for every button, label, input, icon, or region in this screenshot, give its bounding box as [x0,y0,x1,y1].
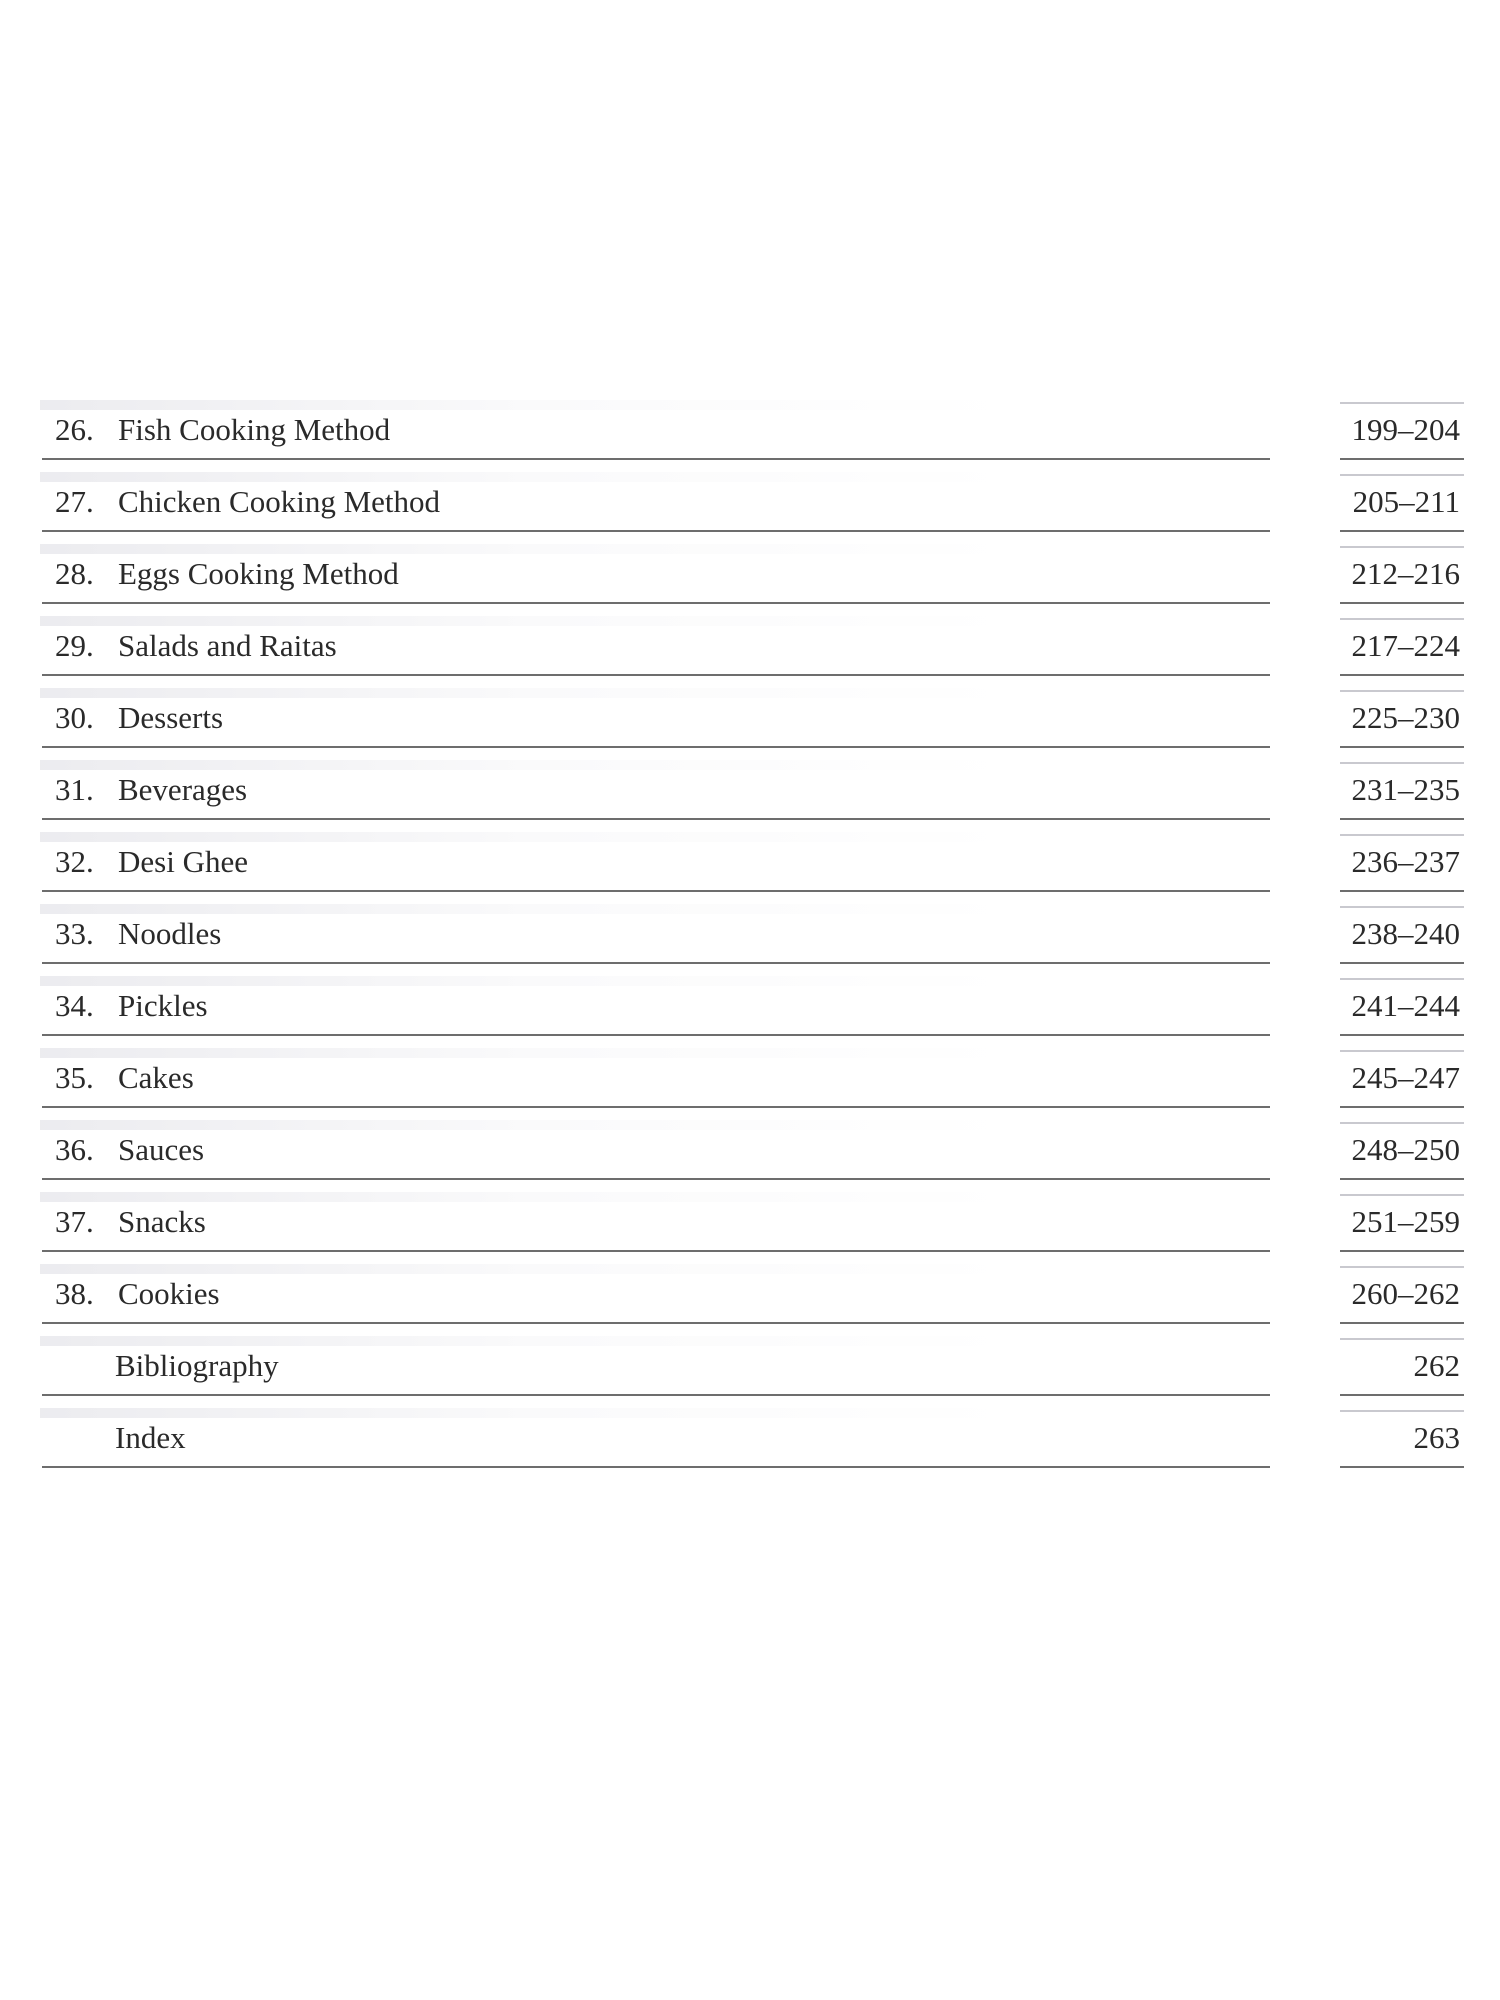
chapter-number: 38. [55,1276,94,1311]
chapter-title: Fish Cooking Method [118,412,391,447]
chapter-title: Chicken Cooking Method [118,484,441,519]
row-rule [42,962,1270,964]
chapter-title: Cookies [118,1276,220,1311]
page-rule [1340,1466,1464,1468]
toc-row-snacks [0,1192,1500,1264]
page-rule [1340,674,1464,676]
row-rule [42,818,1270,820]
page-rule [1340,530,1464,532]
row-rule [42,1106,1270,1108]
chapter-number: 29. [55,628,94,663]
chapter-number: 28. [55,556,94,591]
page-number: 262 [1413,1348,1460,1383]
chapter-number: 34. [55,988,94,1023]
page-range: 225–230 [1351,700,1460,735]
chapter-number: 31. [55,772,94,807]
page-rule [1340,1322,1464,1324]
row-rule [42,674,1270,676]
toc-row-cakes [0,1048,1500,1120]
chapter-number: 37. [55,1204,94,1239]
row-rule [42,1466,1270,1468]
page-rule [1340,962,1464,964]
toc-row-pickles [0,976,1500,1048]
toc-row-sauces [0,1120,1500,1192]
page-range: 241–244 [1351,988,1460,1023]
section-title: Bibliography [115,1348,279,1383]
page-range: 205–211 [1352,484,1460,519]
chapter-title: Desi Ghee [118,844,248,879]
chapter-title: Noodles [118,916,222,951]
chapter-number: 26. [55,412,94,447]
chapter-title: Snacks [118,1204,206,1239]
toc-row-fish-cooking-method [0,400,1500,472]
chapter-number: 27. [55,484,94,519]
page-range: 260–262 [1351,1276,1460,1311]
page-rule [1340,890,1464,892]
page-range: 238–240 [1351,916,1460,951]
row-rule [42,1322,1270,1324]
chapter-number: 36. [55,1132,94,1167]
toc-row-desserts [0,688,1500,760]
row-rule [42,1394,1270,1396]
page-range: 231–235 [1351,772,1460,807]
page-range: 212–216 [1351,556,1460,591]
chapter-number: 32. [55,844,94,879]
page-range: 236–237 [1351,844,1460,879]
row-rule [42,1250,1270,1252]
row-rule [42,1178,1270,1180]
page-rule [1340,1034,1464,1036]
page-rule [1340,818,1464,820]
page-rule [1340,458,1464,460]
page-rule [1340,1394,1464,1396]
toc-row-salads-and-raitas [0,616,1500,688]
toc-row-noodles [0,904,1500,976]
row-rule [42,746,1270,748]
toc-row-chicken-cooking-method [0,472,1500,544]
toc-row-bibliography [0,1336,1500,1408]
page-rule [1340,1178,1464,1180]
row-rule [42,602,1270,604]
page-rule [1340,1106,1464,1108]
chapter-title: Eggs Cooking Method [118,556,399,591]
page-range: 248–250 [1351,1132,1460,1167]
page-rule [1340,602,1464,604]
row-rule [42,1034,1270,1036]
row-rule [42,530,1270,532]
toc-row-cookies [0,1264,1500,1336]
section-title: Index [115,1420,186,1455]
row-rule [42,890,1270,892]
chapter-number: 33. [55,916,94,951]
chapter-title: Cakes [118,1060,194,1095]
chapter-title: Salads and Raitas [118,628,337,663]
chapter-title: Pickles [118,988,208,1023]
page-rule [1340,746,1464,748]
chapter-title: Sauces [118,1132,205,1167]
page-range: 199–204 [1351,412,1460,447]
chapter-number: 30. [55,700,94,735]
page-range: 217–224 [1351,628,1460,663]
toc-row-eggs-cooking-method [0,544,1500,616]
chapter-title: Desserts [118,700,224,735]
toc-row-beverages [0,760,1500,832]
page-range: 251–259 [1351,1204,1460,1239]
page-number: 263 [1413,1420,1460,1455]
row-rule [42,458,1270,460]
page-rule [1340,1250,1464,1252]
chapter-title: Beverages [118,772,248,807]
chapter-number: 35. [55,1060,94,1095]
toc-row-desi-ghee [0,832,1500,904]
toc-row-index [0,1408,1500,1480]
page-range: 245–247 [1351,1060,1460,1095]
